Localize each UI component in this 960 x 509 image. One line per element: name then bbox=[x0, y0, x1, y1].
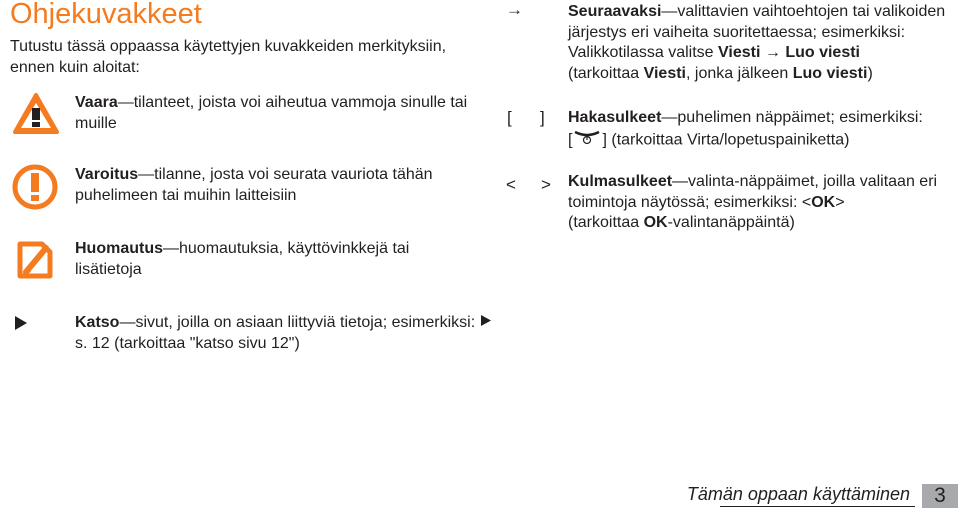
note-entry: Huomautus—huomautuksia, käyttövinkkejä tai lisätietoja bbox=[75, 240, 410, 278]
sequence-ex2: Luo viesti bbox=[785, 44, 860, 61]
angle-term: Kulmasulkeet bbox=[568, 173, 673, 190]
page-title: Ohjekuvakkeet bbox=[10, 0, 202, 30]
caution-term: Varoitus bbox=[75, 166, 139, 183]
sequence-term: Seuraavaksi bbox=[568, 3, 662, 20]
angle-example-pre: (tarkoittaa bbox=[568, 214, 640, 231]
see-entry: Katso—sivut, joilla on asiaan liittyviä tietoja; esimerkiksi: s. 12 (tarkoittaa "katso sivu 12") bbox=[75, 312, 495, 354]
angle-entry: Kulmasulkeet—valinta-näppäimet, joilla valitaan eri toimintoja näytössä; esimerkiksi: <OK> (tarkoittaa OK-valintanäppäintä) bbox=[568, 173, 938, 231]
see-desc: sivut, joilla on asiaan liittyviä tietoja; esimerkiksi: bbox=[135, 314, 476, 331]
danger-entry: Vaara—tilanteet, joista voi aiheutua vammoja sinulle tai muille bbox=[75, 94, 468, 132]
brackets-term: Hakasulkeet bbox=[568, 109, 662, 126]
angle-ex-open: < bbox=[801, 193, 812, 211]
arrow-play-icon bbox=[14, 315, 28, 336]
footer-section-title: Tämän oppaan käyttäminen bbox=[686, 484, 910, 504]
sequence-inline-arrow: → bbox=[764, 44, 781, 61]
warning-triangle-icon bbox=[12, 92, 60, 141]
sequence-ex1: Viesti bbox=[718, 44, 761, 61]
caution-entry: Varoitus—tilanne, josta voi seurata vauriota tähän puhelimeen tai muihin laitteisiin bbox=[75, 166, 433, 204]
angle-desc: valinta-näppäimet, joilla valitaan eri toimintoja näytössä; esimerkiksi: bbox=[568, 173, 938, 211]
bracket-close-symbol: ] bbox=[540, 108, 545, 127]
sequence-after3: ) bbox=[867, 64, 873, 82]
sequence-desc: valittavien vaihtoehtojen tai valikoiden järjestys eri vaiheita suoritettaessa; esimerkiksi: Valikkotilassa valitse bbox=[568, 3, 946, 61]
angle-ok-again: OK bbox=[643, 214, 668, 231]
example-bracket-open: [ bbox=[568, 130, 573, 148]
brackets-entry: Hakasulkeet—puhelimen näppäimet; esimerkiksi: [ ] (tarkoittaa Virta/lopetuspainiketta) bbox=[568, 108, 958, 151]
note-pencil-icon bbox=[12, 238, 58, 289]
angle-example-after: -valintanäppäintä) bbox=[667, 214, 795, 231]
note-desc: huomautuksia, käyttövinkkejä tai lisätietoja bbox=[75, 240, 410, 278]
angle-ex-close: > bbox=[835, 193, 845, 211]
see-example: s. 12 (tarkoittaa "katso sivu 12") bbox=[75, 335, 300, 353]
sequence-arrow-symbol: → bbox=[506, 0, 523, 19]
brackets-example-after: (tarkoittaa Virta/lopetuspainiketta) bbox=[611, 130, 850, 148]
intro-text: Tutustu tässä oppaassa käytettyjen kuvakkeiden merkityksiin, ennen kuin aloitat: bbox=[10, 38, 447, 76]
sequence-entry: Seuraavaksi—valittavien vaihtoehtojen tai valikoiden järjestys eri vaiheita suoritettaessa; esimerkiksi: Valikkotilassa valitse Viesti → Luo viesti (tarkoittaa Viesti, jonka jälkeen Luo viesti) bbox=[568, 3, 946, 82]
sequence-after1: (tarkoittaa bbox=[568, 64, 640, 82]
bracket-open-symbol: [ bbox=[507, 108, 512, 127]
sequence-ex2-again: Luo viesti bbox=[792, 64, 868, 82]
power-end-key-icon bbox=[572, 129, 602, 152]
angle-close-symbol: > bbox=[541, 175, 551, 194]
play-arrow-icon bbox=[480, 312, 492, 333]
footer-divider bbox=[720, 506, 915, 507]
page-number: 3 bbox=[922, 484, 958, 508]
caution-desc: tilanne, josta voi seurata vauriota tähän puhelimeen tai muihin laitteisiin bbox=[75, 166, 433, 204]
example-bracket-close: ] bbox=[602, 130, 607, 148]
note-term: Huomautus bbox=[75, 240, 163, 257]
sequence-after2: , jonka jälkeen bbox=[686, 64, 789, 82]
angle-open-symbol: < bbox=[506, 175, 516, 194]
caution-exclamation-icon bbox=[12, 164, 58, 215]
see-term: Katso bbox=[75, 314, 120, 331]
sequence-ex1-again: Viesti bbox=[643, 64, 686, 82]
danger-desc: tilanteet, joista voi aiheutua vammoja sinulle tai muille bbox=[75, 94, 468, 132]
brackets-desc: puhelimen näppäimet; esimerkiksi: bbox=[677, 109, 923, 126]
angle-ok: OK bbox=[811, 193, 836, 211]
danger-term: Vaara bbox=[75, 94, 118, 111]
